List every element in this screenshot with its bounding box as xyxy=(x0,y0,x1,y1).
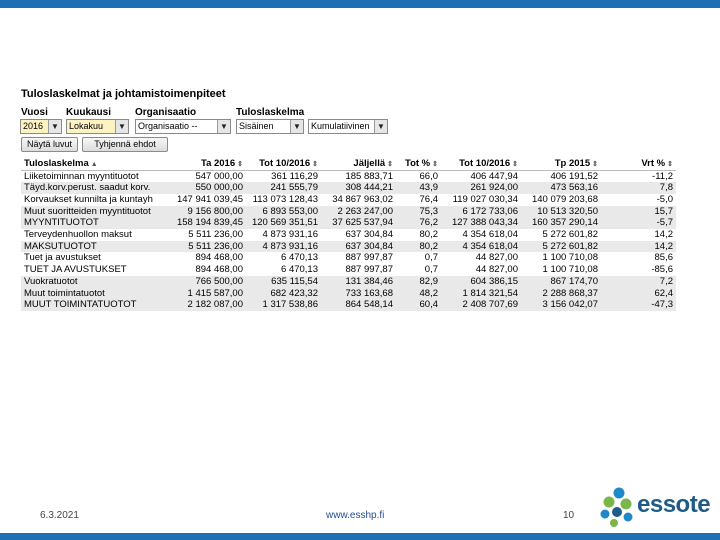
month-select-value: Lokakuu xyxy=(69,121,104,131)
row-label-cell: Terveydenhuollon maksut xyxy=(24,229,132,241)
value-cell: -85,6 xyxy=(651,264,673,276)
chevron-down-icon: ▼ xyxy=(48,120,61,133)
table-row xyxy=(21,252,676,264)
value-cell: 37 625 537,94 xyxy=(321,217,396,229)
mode-select-value: Kumulatiivinen xyxy=(311,121,370,131)
income-statement-table xyxy=(21,158,676,311)
value-cell: 60,4 xyxy=(396,299,441,311)
value-cell: 76,4 xyxy=(419,193,438,205)
value-cell: 14,2 xyxy=(654,229,673,241)
table-row xyxy=(21,288,676,300)
chevron-down-icon: ▼ xyxy=(115,120,128,133)
sort-icon: ⇕ xyxy=(592,161,598,169)
chevron-down-icon: ▼ xyxy=(217,120,230,133)
statement-label: Tuloslaskelma xyxy=(236,107,305,118)
month-select[interactable] xyxy=(66,119,129,134)
value-cell: 44 827,00 xyxy=(475,252,518,264)
value-cell: 1 100 710,08 xyxy=(542,264,598,276)
value-cell: -11,2 xyxy=(652,170,673,182)
essote-logo xyxy=(597,485,712,530)
value-cell: -5,7 xyxy=(601,217,676,229)
value-cell: 604 386,15 xyxy=(441,276,521,288)
report-title: Tuloslaskelmat ja johtamistoimenpiteet xyxy=(21,88,226,100)
value-cell: 158 194 839,45 xyxy=(171,217,246,229)
value-cell: 864 548,14 xyxy=(321,299,396,311)
row-label-cell: MUUT TOIMINTATUOTOT xyxy=(21,299,171,311)
value-cell: 7,2 xyxy=(601,276,676,288)
sort-icon: ⇕ xyxy=(432,161,438,169)
column-header[interactable]: Jäljellä ⇕ xyxy=(321,158,396,170)
value-cell: 6 470,13 xyxy=(281,264,318,276)
footer-date: 6.3.2021 xyxy=(40,510,79,521)
sort-icon: ⇕ xyxy=(237,161,243,169)
value-cell: 0,7 xyxy=(424,252,438,264)
value-cell: 5 511 236,00 xyxy=(188,229,243,241)
value-cell: 80,2 xyxy=(396,241,441,253)
sort-icon: ▲ xyxy=(90,161,98,169)
value-cell: 867 174,70 xyxy=(521,276,601,288)
table-row xyxy=(21,194,676,206)
value-cell: 547 000,00 xyxy=(195,170,243,182)
value-cell: 766 500,00 xyxy=(171,276,246,288)
sort-icon: ⇕ xyxy=(312,161,318,169)
table-row xyxy=(21,299,676,311)
bottom-accent-bar xyxy=(0,533,720,540)
table-body xyxy=(21,170,676,311)
value-cell: 261 924,00 xyxy=(441,182,521,194)
row-label-cell: Muut suoritteiden myyntituotot xyxy=(21,206,171,218)
value-cell: 113 073 128,43 xyxy=(252,193,318,205)
value-cell: 550 000,00 xyxy=(171,182,246,194)
value-cell: -47,3 xyxy=(601,299,676,311)
value-cell: 1 814 321,54 xyxy=(441,288,521,300)
value-cell: 2 263 247,00 xyxy=(321,206,396,218)
column-header[interactable]: Tot % ⇕ xyxy=(396,158,441,170)
year-select-value: 2016 xyxy=(23,121,44,131)
value-cell: 131 384,46 xyxy=(321,276,396,288)
value-cell: 14,2 xyxy=(601,241,676,253)
column-header[interactable]: Tot 10/2016 ⇕ xyxy=(441,158,521,170)
value-cell: 3 156 042,07 xyxy=(521,299,601,311)
value-cell: 127 388 043,34 xyxy=(441,217,521,229)
value-cell: 147 941 039,45 xyxy=(176,193,243,205)
row-label-cell: MYYNTITUOTOT xyxy=(21,217,171,229)
page-number: 10 xyxy=(563,510,575,521)
value-cell: 82,9 xyxy=(396,276,441,288)
value-cell: -5,0 xyxy=(656,193,673,205)
chevron-down-icon: ▼ xyxy=(290,120,303,133)
value-cell: 185 883,71 xyxy=(345,170,393,182)
value-cell: 44 827,00 xyxy=(475,264,518,276)
statement-select[interactable] xyxy=(236,119,304,134)
column-header[interactable]: Vrt % ⇕ xyxy=(601,158,676,170)
value-cell: 887 997,87 xyxy=(345,252,393,264)
year-select[interactable] xyxy=(20,119,62,134)
row-label-cell: Täyd.korv.perust. saadut korv. xyxy=(21,182,171,194)
row-label-cell: TUET JA AVUSTUKSET xyxy=(24,264,127,276)
value-cell: 48,2 xyxy=(396,288,441,300)
value-cell: 9 156 800,00 xyxy=(171,206,246,218)
table-row xyxy=(21,206,676,218)
value-cell: 43,9 xyxy=(396,182,441,194)
logo-text: essote xyxy=(637,491,711,518)
value-cell: 308 444,21 xyxy=(321,182,396,194)
value-cell: 637 304,84 xyxy=(345,229,393,241)
value-cell: 406 191,52 xyxy=(550,170,598,182)
sort-icon: ⇕ xyxy=(667,161,673,169)
table-row xyxy=(21,241,676,253)
value-cell: 733 163,68 xyxy=(321,288,396,300)
value-cell: 66,0 xyxy=(419,170,438,182)
value-cell: 2 182 087,00 xyxy=(171,299,246,311)
value-cell: 894 468,00 xyxy=(195,264,243,276)
value-cell: 682 423,32 xyxy=(246,288,321,300)
value-cell: 4 873 931,16 xyxy=(262,229,318,241)
value-cell: 76,2 xyxy=(396,217,441,229)
table-row xyxy=(21,182,676,194)
top-accent-bar xyxy=(0,0,720,8)
table-header-row xyxy=(21,158,676,170)
value-cell: 15,7 xyxy=(601,206,676,218)
value-cell: 6 893 553,00 xyxy=(246,206,321,218)
value-cell: 5 511 236,00 xyxy=(171,241,246,253)
table-row xyxy=(21,276,676,288)
row-label-cell: Korvaukset kunnilta ja kuntayh xyxy=(24,193,153,205)
value-cell: 34 867 963,02 xyxy=(332,193,393,205)
table-row xyxy=(21,217,676,229)
value-cell: 4 873 931,16 xyxy=(246,241,321,253)
value-cell: 1 100 710,08 xyxy=(542,252,598,264)
value-cell: 1 317 538,86 xyxy=(246,299,321,311)
value-cell: 80,2 xyxy=(419,229,438,241)
sort-icon: ⇕ xyxy=(512,161,518,169)
footer-url[interactable]: www.esshp.fi xyxy=(326,510,385,521)
value-cell: 4 354 618,04 xyxy=(462,229,518,241)
organisation-select-value: Organisaatio -- xyxy=(138,121,198,131)
column-header[interactable]: Tp 2015 ⇕ xyxy=(521,158,601,170)
table-row xyxy=(21,264,676,276)
organisation-select[interactable] xyxy=(135,119,231,134)
value-cell: 119 027 030,34 xyxy=(452,193,518,205)
month-label: Kuukausi xyxy=(66,107,112,118)
statement-select-value: Sisäinen xyxy=(239,121,274,131)
value-cell: 160 357 290,14 xyxy=(521,217,601,229)
value-cell: 85,6 xyxy=(654,252,673,264)
year-label: Vuosi xyxy=(21,107,48,118)
row-label-cell: MAKSUTUOTOT xyxy=(21,241,171,253)
value-cell: 120 569 351,51 xyxy=(246,217,321,229)
value-cell: 887 997,87 xyxy=(345,264,393,276)
value-cell: 2 288 868,37 xyxy=(521,288,601,300)
row-label-cell: Liiketoiminnan myyntituotot xyxy=(24,170,139,182)
chevron-down-icon: ▼ xyxy=(374,120,387,133)
value-cell: 361 116,29 xyxy=(271,170,318,182)
value-cell: 6 470,13 xyxy=(281,252,318,264)
value-cell: 5 272 601,82 xyxy=(542,229,598,241)
essote-flower-icon xyxy=(597,485,637,530)
table-row xyxy=(21,229,676,241)
value-cell: 406 447,94 xyxy=(470,170,518,182)
column-header[interactable]: Ta 2016 ⇕ xyxy=(171,158,246,170)
value-cell: 5 272 601,82 xyxy=(521,241,601,253)
row-label-cell: Tuet ja avustukset xyxy=(24,252,101,264)
row-label-cell: Muut toimintatuotot xyxy=(21,288,171,300)
clear-filters-button[interactable]: Tyhjennä ehdot xyxy=(82,137,168,152)
value-cell: 0,7 xyxy=(424,264,438,276)
column-header[interactable]: Tot 10/2016 ⇕ xyxy=(246,158,321,170)
value-cell: 1 415 587,00 xyxy=(171,288,246,300)
value-cell: 7,8 xyxy=(601,182,676,194)
value-cell: 2 408 707,69 xyxy=(441,299,521,311)
value-cell: 635 115,54 xyxy=(246,276,321,288)
value-cell: 4 354 618,04 xyxy=(441,241,521,253)
value-cell: 10 513 320,50 xyxy=(521,206,601,218)
mode-select[interactable] xyxy=(308,119,388,134)
column-header[interactable]: Tuloslaskelma ▲ xyxy=(21,158,171,170)
value-cell: 473 563,16 xyxy=(521,182,601,194)
row-label-cell: Vuokratuotot xyxy=(21,276,171,288)
value-cell: 6 172 733,06 xyxy=(441,206,521,218)
organisation-label: Organisaatio xyxy=(135,107,197,118)
value-cell: 241 555,79 xyxy=(246,182,321,194)
show-figures-button[interactable]: Näytä luvut xyxy=(21,137,78,152)
value-cell: 140 079 203,68 xyxy=(531,193,598,205)
value-cell: 75,3 xyxy=(396,206,441,218)
value-cell: 62,4 xyxy=(601,288,676,300)
sort-icon: ⇕ xyxy=(387,161,393,169)
value-cell: 894 468,00 xyxy=(195,252,243,264)
value-cell: 637 304,84 xyxy=(321,241,396,253)
table-row xyxy=(21,170,676,182)
